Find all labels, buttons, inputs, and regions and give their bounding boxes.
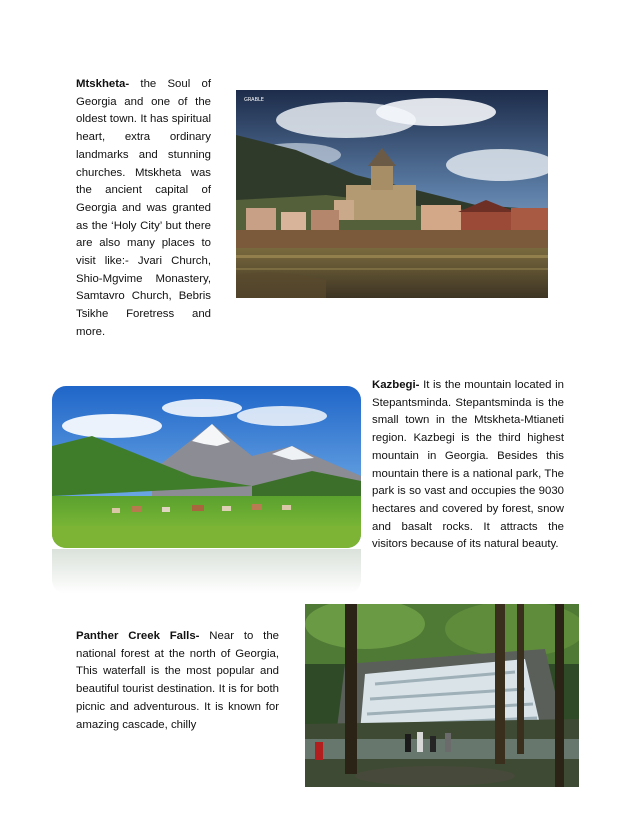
kazbegi-paragraph: [372, 377, 564, 554]
panther-creek-photo: [305, 604, 579, 787]
mtskheta-photo: [236, 90, 548, 298]
kazbegi-photo: [52, 386, 361, 548]
panther-creek-paragraph: [76, 628, 279, 734]
kazbegi-photo-reflection: [52, 549, 361, 594]
mtskheta-watermark: GRABLE: [244, 97, 264, 103]
mtskheta-paragraph: [76, 76, 211, 342]
panther-creek-body: Near to the national forest at the north of Georgia, This waterfall is the most popular and beautiful tourist destination. It is for both picnic and adventurous. It is known for amazing cascade, chilly: [76, 630, 279, 731]
kazbegi-heading: Kazbegi-: [372, 379, 420, 391]
kazbegi-body: It is the mountain located in Stepantsminda. Stepantsminda is the small town in the Mtskheta-Mtianeti region. Kazbegi is the third highest mountain in Georgia. Besides this mountain there is a national park, The park is so vast and occupies the 9030 hectares and covered by forest, snow and basalt rocks. It attracts the visitors because of its natural beauty.: [372, 379, 564, 551]
mtskheta-body: the Soul of Georgia and one of the oldest town. It has spiritual heart, extra ordinary landmarks and stunning churches. Mtskheta was the ancient capital of Georgia and was granted as the ‘Holy City’ but there are also many places to visit like:- Jvari Church, Shio-Mgvime Monastery, Samtavro Church, Bebris Tsikhe Foretress and more.: [76, 78, 211, 338]
panther-creek-heading: Panther Creek Falls-: [76, 630, 200, 642]
mtskheta-heading: Mtskheta-: [76, 78, 130, 90]
